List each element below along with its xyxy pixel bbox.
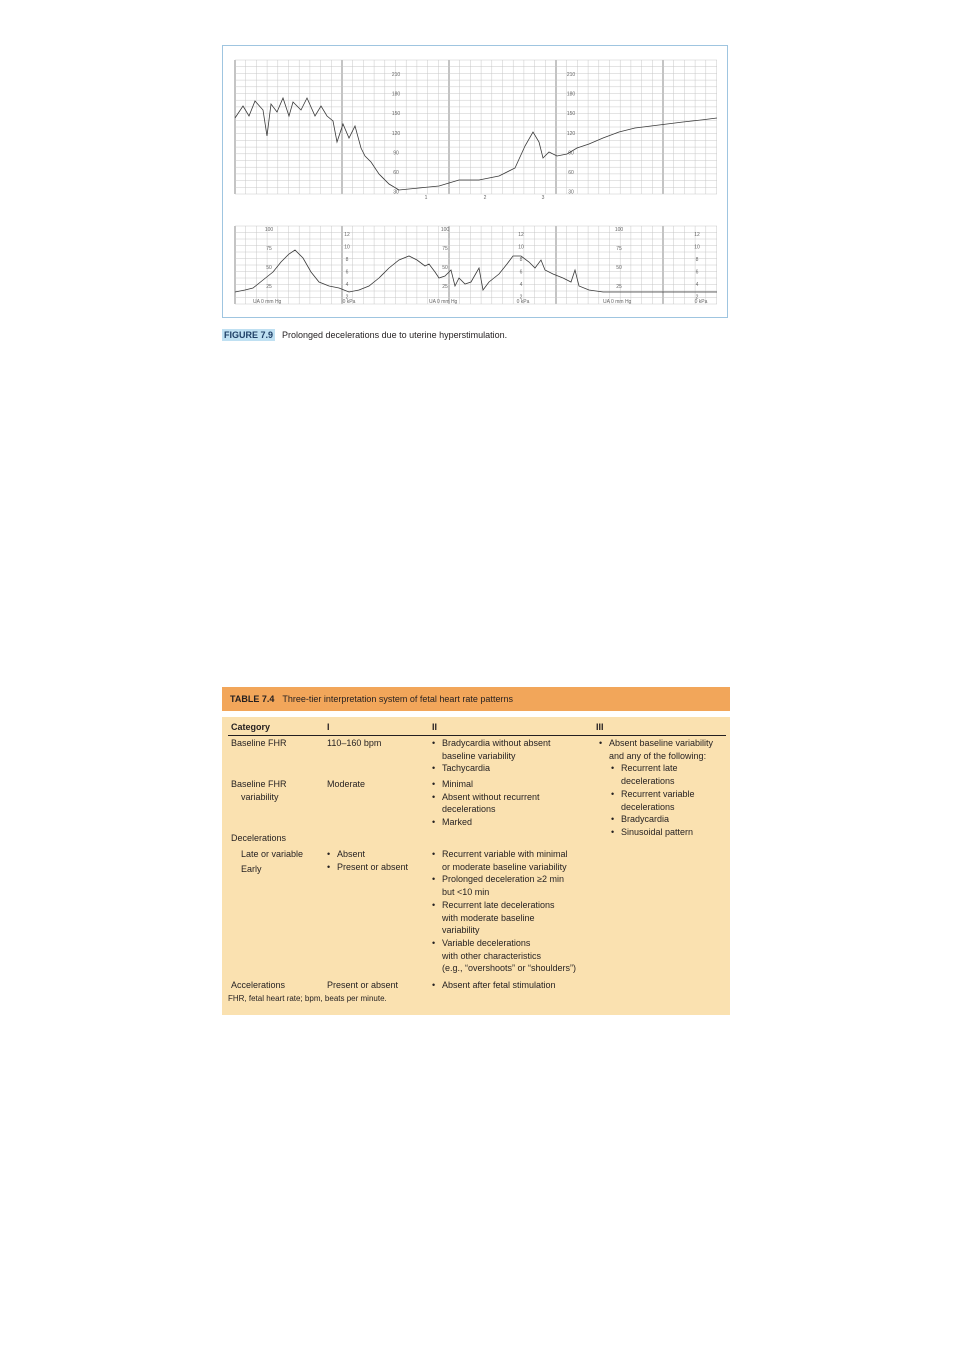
header-cat-2: II (432, 722, 438, 732)
cat2-decel-item-line: with other characteristics (442, 950, 542, 961)
cat2-decel-item-line: (e.g., “overshoots” or “shoulders”) (442, 963, 577, 974)
ua-scale-label: 75 (266, 246, 272, 252)
ua-scale-label: 100 (440, 227, 450, 233)
ua-scale-label: 50 (442, 265, 448, 271)
table-body (222, 717, 730, 1015)
fhr-scale-label: 210 (566, 72, 576, 78)
fhr-scale-label: 180 (566, 91, 576, 98)
ua-scale-label: 75 (616, 246, 622, 252)
fhr-trace-line (235, 98, 717, 190)
ua-scale-label: 100 (264, 227, 274, 233)
minute-mark-label: 1 (424, 195, 428, 201)
kpa-scale-label: 8 (519, 257, 523, 263)
ua-unit-label: UA 0 mm Hg (429, 299, 458, 305)
fhr-scale-label: 120 (566, 130, 576, 137)
cat2-decelerations (432, 848, 576, 975)
cat3-lead-line: • Absent baseline variability (609, 738, 714, 748)
cat3-sub-item: • Bradycardia (611, 813, 713, 826)
cat2-decel-item-line: • Variable decelerations (442, 937, 531, 948)
kpa-scale-label: 10 (694, 244, 700, 251)
cat1-variability: Moderate (327, 779, 366, 789)
row-label-accelerations: Accelerations (231, 980, 286, 990)
fhr-scale-label: 180 (391, 91, 401, 98)
figure-caption-text: Prolonged decelerations due to uterine hyperstimulation. (282, 330, 508, 340)
kpa-scale-label: 4 (345, 282, 349, 288)
kpa-scale-label: 2 (519, 294, 523, 301)
table-title-bar (222, 687, 730, 711)
cat2-baseline-item: • Tachycardia (432, 762, 551, 775)
cat2-baseline-fhr (432, 737, 551, 775)
cat3-criteria (599, 737, 713, 839)
kpa-scale-label: 6 (519, 269, 523, 276)
ua-scale-label: 25 (616, 284, 622, 290)
kpa-scale-label: 2 (345, 294, 349, 301)
cat2-accelerations (432, 979, 556, 992)
cat2-variability-item (432, 791, 540, 816)
cat3-sub-item-line: decelerations (621, 801, 675, 812)
cat2-baseline-item (432, 737, 551, 762)
kpa-scale-label: 12 (518, 232, 524, 238)
cat3-lead-line: and any of the following: (609, 750, 707, 761)
cat1-decelerations (327, 848, 408, 873)
kpa-scale-label: 8 (695, 257, 699, 263)
kpa-scale-label: 8 (345, 257, 349, 263)
minute-mark-label: 3 (541, 195, 545, 201)
cat2-variability-item-line: • Absent without recurrent (442, 791, 540, 802)
cat3-sub-item (611, 788, 713, 813)
cat1-baseline-fhr: 110–160 bpm (327, 738, 382, 748)
cat3-sub-list (611, 762, 713, 838)
ua-scale-label: 25 (266, 284, 272, 290)
fhr-scale-label: 150 (566, 111, 576, 118)
kpa-scale-label: 6 (695, 269, 699, 276)
kpa-scale-label: 10 (344, 244, 350, 251)
kpa-scale-label: 6 (345, 269, 349, 276)
fhr-scale-label: 90 (568, 150, 574, 157)
ctg-trace-graph (223, 46, 729, 319)
kpa-unit-label: 0 kPa (342, 299, 356, 305)
header-divider (228, 735, 726, 736)
cat1-decel-late-or-variable: • Absent (327, 848, 408, 861)
minute-mark-label: 2 (483, 195, 487, 201)
kpa-unit-label: 0 kPa (516, 299, 530, 305)
header-cat-1: I (327, 722, 330, 732)
cat3-sub-item-line: • Recurrent late (621, 763, 678, 774)
row-label-baseline-fhr: Baseline FHR (231, 738, 287, 748)
cat2-decel-item-line: or moderate baseline variability (442, 861, 567, 872)
table-footnote: FHR, fetal heart rate; bpm, beats per minute. (228, 994, 387, 1003)
row-label-variability-line2: variability (241, 791, 279, 802)
ua-scale-label: 75 (442, 246, 448, 252)
cat3-sub-item (611, 762, 713, 787)
fhr-scale-label: 90 (393, 150, 399, 157)
cat2-decel-item-line: • Recurrent variable with minimal (442, 849, 568, 859)
cat2-baseline-item-line: • Bradycardia without absent (442, 738, 551, 748)
table-title: Three-tier interpretation system of fetal heart rate patterns (282, 694, 513, 704)
row-label-variability (231, 778, 287, 803)
cat2-decel-item (432, 899, 576, 937)
cat2-decel-item (432, 848, 576, 873)
row-label-variability-line1: Baseline FHR (231, 779, 287, 789)
table-label: TABLE 7.4 (230, 694, 275, 704)
ua-unit-label: UA 0 mm Hg (253, 299, 282, 305)
cat3-sub-item: • Sinusoidal pattern (611, 826, 713, 839)
cat3-sub-item-line: decelerations (621, 776, 675, 787)
cat3-sub-item-line: • Recurrent variable (621, 788, 695, 799)
cat2-decel-item-line: variability (442, 925, 480, 936)
ctg-figure (222, 45, 728, 318)
cat2-decel-item-line: with moderate baseline (442, 912, 535, 923)
header-category: Category (231, 722, 271, 732)
fhr-scale-label: 120 (391, 130, 401, 137)
ua-scale-label: 50 (266, 265, 272, 271)
cat2-decel-item (432, 937, 576, 975)
fhr-scale-label: 30 (568, 189, 574, 196)
table-7-4 (222, 687, 730, 1015)
cat1-accelerations: Present or absent (327, 980, 399, 990)
kpa-scale-label: 10 (518, 244, 524, 251)
fhr-scale-label: 210 (391, 72, 401, 78)
fhr-scale-label: 150 (391, 111, 401, 118)
cat2-variability-item-line: decelerations (442, 804, 496, 815)
cat3-lead-item (599, 737, 713, 762)
fhr-scale-label: 60 (568, 170, 574, 176)
ua-scale-label: 25 (442, 284, 448, 290)
cat2-decel-item-line: but <10 min (442, 887, 490, 898)
cat2-decel-item (432, 873, 576, 898)
kpa-scale-label: 12 (694, 232, 700, 238)
row-label-decelerations: Decelerations (231, 833, 287, 843)
ua-trace-line (235, 250, 717, 292)
cat2-decel-item-line: • Prolonged deceleration ≥2 min (442, 874, 565, 885)
fhr-scale-label: 30 (393, 189, 399, 196)
header-cat-3: III (596, 722, 604, 732)
row-label-early: Early (241, 864, 262, 874)
kpa-scale-label: 4 (695, 282, 699, 288)
row-label-late-or-variable: Late or variable (241, 849, 304, 859)
cat2-accelerations-item: • Absent after fetal stimulation (432, 979, 556, 992)
cat2-decel-item-line: • Recurrent late decelerations (442, 899, 555, 910)
fhr-scale-label: 60 (393, 170, 399, 176)
cat2-variability (432, 778, 540, 829)
ua-scale-label: 100 (614, 227, 624, 233)
kpa-unit-label: 0 kPa (694, 299, 708, 305)
cat2-variability-item: • Minimal (432, 778, 540, 791)
kpa-scale-label: 12 (344, 232, 350, 238)
kpa-scale-label: 4 (519, 282, 523, 288)
figure-label: FIGURE 7.9 (224, 330, 274, 340)
cat2-baseline-item-line: baseline variability (442, 750, 516, 761)
figure-caption (222, 330, 507, 340)
ua-scale-label: 50 (616, 265, 622, 271)
cat1-decel-early: • Present or absent (327, 861, 408, 874)
ua-unit-label: UA 0 mm Hg (603, 299, 632, 305)
kpa-scale-label: 2 (695, 294, 699, 301)
cat2-variability-item: • Marked (432, 816, 540, 829)
